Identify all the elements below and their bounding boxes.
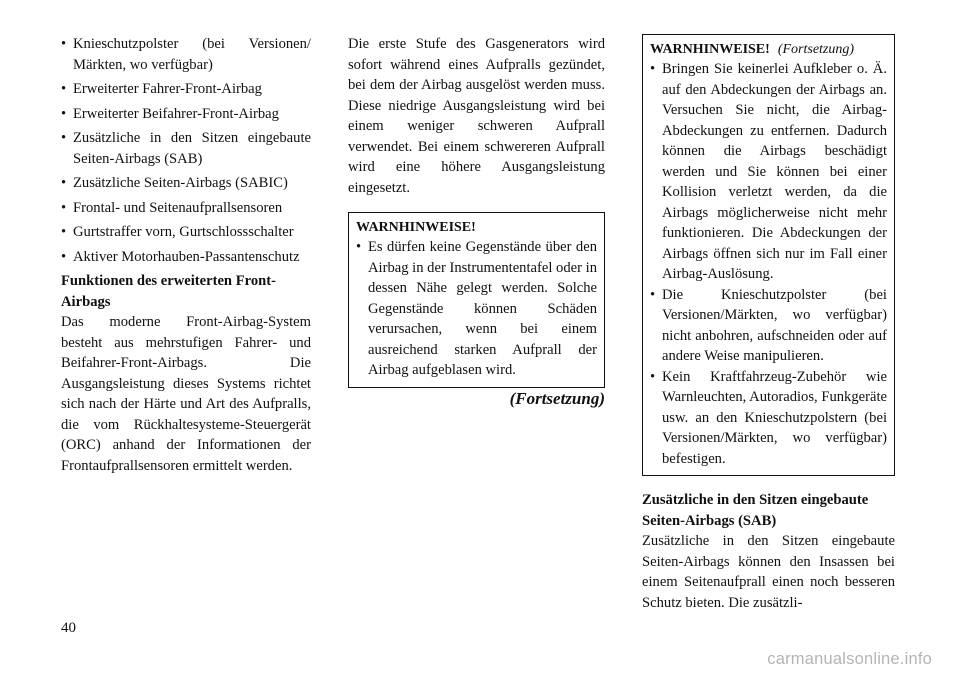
warning-box: [642, 34, 895, 476]
section-heading: Zusätzliche in den Sitzen eingebaute Seiten-Airbags (SAB): [642, 492, 869, 529]
list-item: • Knieschutzpolster (bei Versionen/ Märkten, wo verfügbar): [61, 34, 311, 75]
list-item: • Es dürfen keine Gegenstände über den Airbag in der Instrumententafel oder in dessen Nähe gelegt werden. Solche Gegenstände können Schäden verursachen, wenn bei einem ausreichend starken Aufprall der Airbag aufgeblasen wird.: [356, 237, 597, 381]
list-item: • Die Knieschutzpolster (bei Versionen/Märkten, wo verfügbar) nicht anbohren, aufschneiden oder auf andere Weise manipulieren.: [650, 285, 887, 367]
list-item: • Zusätzliche in den Sitzen eingebaute Seiten-Airbags (SAB): [61, 128, 311, 169]
list-item: • Zusätzliche Seiten-Airbags (SABIC): [61, 173, 311, 194]
warning-title: [650, 40, 887, 59]
column-2: [348, 34, 605, 410]
continued-label: (Fortsetzung): [509, 388, 605, 408]
watermark: carmanualsonline.info: [767, 650, 932, 668]
section-body: Zusätzliche in den Sitzen eingebaute Seiten-Airbags können den Insassen bei einem Seitenaufprall einen noch besseren Schutz bieten. Die zusätzli-: [642, 533, 895, 611]
warning-list: [650, 59, 887, 469]
list-item: • Gurtstraffer vorn, Gurtschlossschalter: [61, 222, 311, 243]
feature-list: [61, 34, 311, 267]
list-item: • Erweiterter Fahrer-Front-Airbag: [61, 79, 311, 100]
warning-title: WARNHINWEISE!: [356, 220, 476, 235]
list-item: • Erweiterter Beifahrer-Front-Airbag: [61, 104, 311, 125]
warning-list: [356, 237, 597, 381]
section-body: Das moderne Front-Airbag-System besteht aus mehrstufigen Fahrer- und Beifahrer-Front-Airbags. Die Ausgangsleistung dieses Systems richtet sich nach der Härte und Art des Aufpralls, die vom Rückhaltesysteme-Steuergerät (ORC) anhand der Informationen der Frontaufprallsensoren ermittelt werden.: [61, 314, 311, 474]
list-item: • Bringen Sie keinerlei Aufkleber o. Ä. auf den Abdeckungen der Airbags an. Versuchen Sie nicht, die Airbag-Abdeckungen zu entfernen. Dadurch können die Airbags beschädigt werden und Sie können bei einer Kollision verletzt werden, da die Airbags möglicherweise nicht mehr funktionieren. Die Abdeckungen der Airbags öffnen sich nur im Fall einer Airbag-Auslösung.: [650, 59, 887, 285]
page-number: 40: [61, 620, 76, 636]
warning-box: [348, 212, 605, 388]
body-paragraph: Die erste Stufe des Gasgenerators wird sofort während eines Aufpralls gezündet, bei dem der Airbag ausgelöst werden muss. Diese niedrige Ausgangsleistung wird bei einem weniger schweren Aufprall verwendet. Bei einem schwereren Aufprall wird eine höhere Ausgangsleistung eingesetzt.: [348, 36, 605, 196]
column-1: [61, 34, 311, 476]
column-3: [642, 34, 895, 613]
section-heading: Funktionen des erweiterten Front-Airbags: [61, 273, 276, 310]
warning-title-text: WARNHINWEISE!: [650, 42, 770, 57]
list-item: • Frontal- und Seitenaufprallsensoren: [61, 198, 311, 219]
list-item: • Aktiver Motorhauben-Passantenschutz: [61, 247, 311, 268]
warning-continued-label: (Fortsetzung): [777, 42, 855, 57]
list-item: • Kein Kraftfahrzeug-Zubehör wie Warnleuchten, Autoradios, Funkgeräte usw. an den Knieschutzpolstern (bei Versionen/Märkten, wo verfügbar) befestigen.: [650, 367, 887, 470]
